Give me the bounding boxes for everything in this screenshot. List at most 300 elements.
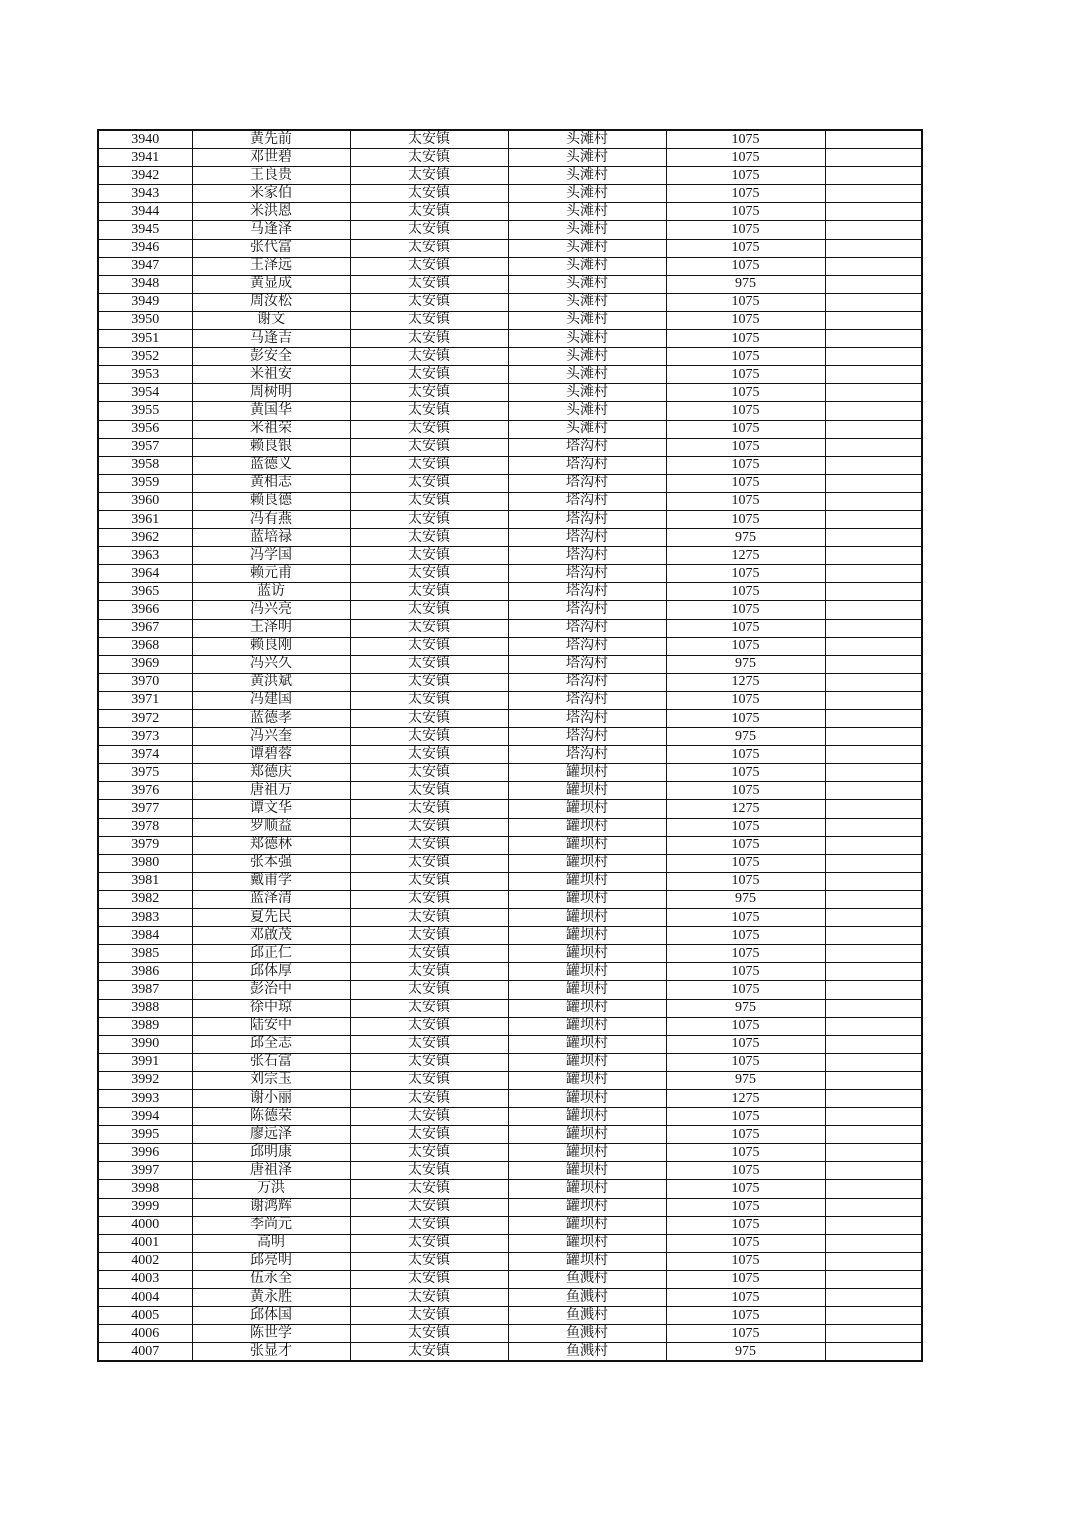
village-cell: 罐坝村: [508, 981, 666, 999]
town-cell: 太安镇: [350, 1343, 508, 1362]
amount-cell: 1075: [666, 945, 825, 963]
row-number-cell: 3991: [98, 1053, 192, 1071]
name-cell: 冯兴亮: [192, 601, 350, 619]
village-cell: 鱼溅村: [508, 1343, 666, 1362]
village-cell: 塔沟村: [508, 583, 666, 601]
note-cell: [825, 764, 922, 782]
table-row: [98, 728, 922, 746]
name-cell: 邓啟茂: [192, 927, 350, 945]
village-cell: 塔沟村: [508, 691, 666, 709]
amount-cell: 975: [666, 728, 825, 746]
village-cell: 鱼溅村: [508, 1325, 666, 1343]
town-cell: 太安镇: [350, 764, 508, 782]
amount-cell: 1075: [666, 583, 825, 601]
amount-cell: 975: [666, 529, 825, 547]
row-number-cell: 4000: [98, 1216, 192, 1234]
note-cell: [825, 1089, 922, 1107]
amount-cell: 1275: [666, 547, 825, 565]
table-row: [98, 348, 922, 366]
amount-cell: 1075: [666, 764, 825, 782]
town-cell: 太安镇: [350, 945, 508, 963]
table-row: [98, 239, 922, 257]
note-cell: [825, 185, 922, 203]
amount-cell: 1075: [666, 1234, 825, 1252]
village-cell: 罐坝村: [508, 890, 666, 908]
village-cell: 头滩村: [508, 185, 666, 203]
note-cell: [825, 963, 922, 981]
row-number-cell: 3987: [98, 981, 192, 999]
amount-cell: 1075: [666, 510, 825, 528]
table-row: [98, 1144, 922, 1162]
town-cell: 太安镇: [350, 330, 508, 348]
note-cell: [825, 710, 922, 728]
row-number-cell: 3942: [98, 167, 192, 185]
name-cell: 黄先前: [192, 130, 350, 149]
table-row: [98, 999, 922, 1017]
amount-cell: 1075: [666, 239, 825, 257]
note-cell: [825, 130, 922, 149]
note-cell: [825, 456, 922, 474]
village-cell: 头滩村: [508, 348, 666, 366]
row-number-cell: 3997: [98, 1162, 192, 1180]
table-row: [98, 221, 922, 239]
town-cell: 太安镇: [350, 619, 508, 637]
note-cell: [825, 330, 922, 348]
village-cell: 罐坝村: [508, 1089, 666, 1107]
note-cell: [825, 203, 922, 221]
village-cell: 罐坝村: [508, 1108, 666, 1126]
row-number-cell: 3978: [98, 818, 192, 836]
town-cell: 太安镇: [350, 492, 508, 510]
table-row: [98, 963, 922, 981]
row-number-cell: 4001: [98, 1234, 192, 1252]
name-cell: 黄显成: [192, 275, 350, 293]
name-cell: 冯兴奎: [192, 728, 350, 746]
row-number-cell: 3986: [98, 963, 192, 981]
village-cell: 塔沟村: [508, 673, 666, 691]
name-cell: 赖元甫: [192, 565, 350, 583]
row-number-cell: 3960: [98, 492, 192, 510]
name-cell: 刘宗玉: [192, 1071, 350, 1089]
note-cell: [825, 311, 922, 329]
row-number-cell: 3948: [98, 275, 192, 293]
table-row: [98, 1307, 922, 1325]
table-row: [98, 782, 922, 800]
town-cell: 太安镇: [350, 999, 508, 1017]
name-cell: 唐祖万: [192, 782, 350, 800]
amount-cell: 1075: [666, 1325, 825, 1343]
table-row: [98, 583, 922, 601]
name-cell: 赖良银: [192, 438, 350, 456]
row-number-cell: 3957: [98, 438, 192, 456]
note-cell: [825, 1252, 922, 1270]
row-number-cell: 3947: [98, 257, 192, 275]
note-cell: [825, 1126, 922, 1144]
village-cell: 头滩村: [508, 221, 666, 239]
name-cell: 冯有燕: [192, 510, 350, 528]
name-cell: 米家伯: [192, 185, 350, 203]
name-cell: 周树明: [192, 384, 350, 402]
name-cell: 黄国华: [192, 402, 350, 420]
row-number-cell: 3996: [98, 1144, 192, 1162]
amount-cell: 1275: [666, 800, 825, 818]
name-cell: 冯建国: [192, 691, 350, 709]
village-cell: 塔沟村: [508, 510, 666, 528]
town-cell: 太安镇: [350, 782, 508, 800]
table-row: [98, 1180, 922, 1198]
note-cell: [825, 474, 922, 492]
name-cell: 张本强: [192, 854, 350, 872]
table-row: [98, 601, 922, 619]
row-number-cell: 3950: [98, 311, 192, 329]
town-cell: 太安镇: [350, 1162, 508, 1180]
table-row: [98, 1198, 922, 1216]
note-cell: [825, 529, 922, 547]
amount-cell: 1075: [666, 384, 825, 402]
village-cell: 塔沟村: [508, 637, 666, 655]
amount-cell: 1075: [666, 1035, 825, 1053]
table-row: [98, 673, 922, 691]
table-row: [98, 1343, 922, 1362]
note-cell: [825, 782, 922, 800]
row-number-cell: 3953: [98, 366, 192, 384]
village-cell: 罐坝村: [508, 782, 666, 800]
village-cell: 头滩村: [508, 275, 666, 293]
village-cell: 罐坝村: [508, 1144, 666, 1162]
town-cell: 太安镇: [350, 854, 508, 872]
table-row: [98, 945, 922, 963]
town-cell: 太安镇: [350, 420, 508, 438]
amount-cell: 1075: [666, 981, 825, 999]
village-cell: 罐坝村: [508, 1053, 666, 1071]
town-cell: 太安镇: [350, 746, 508, 764]
note-cell: [825, 927, 922, 945]
village-cell: 罐坝村: [508, 818, 666, 836]
table-row: [98, 1270, 922, 1288]
amount-cell: 1075: [666, 1108, 825, 1126]
row-number-cell: 3985: [98, 945, 192, 963]
note-cell: [825, 402, 922, 420]
row-number-cell: 3955: [98, 402, 192, 420]
table-row: [98, 872, 922, 890]
table-row: [98, 890, 922, 908]
amount-cell: 1075: [666, 130, 825, 149]
amount-cell: 1075: [666, 311, 825, 329]
note-cell: [825, 583, 922, 601]
village-cell: 罐坝村: [508, 1216, 666, 1234]
town-cell: 太安镇: [350, 1144, 508, 1162]
note-cell: [825, 1216, 922, 1234]
name-cell: 彭治中: [192, 981, 350, 999]
table-row: [98, 1053, 922, 1071]
village-cell: 罐坝村: [508, 927, 666, 945]
village-cell: 头滩村: [508, 130, 666, 149]
note-cell: [825, 1180, 922, 1198]
town-cell: 太安镇: [350, 1126, 508, 1144]
note-cell: [825, 1162, 922, 1180]
note-cell: [825, 800, 922, 818]
name-cell: 廖远泽: [192, 1126, 350, 1144]
amount-cell: 1075: [666, 185, 825, 203]
name-cell: 王泽明: [192, 619, 350, 637]
note-cell: [825, 510, 922, 528]
amount-cell: 975: [666, 999, 825, 1017]
row-number-cell: 3946: [98, 239, 192, 257]
amount-cell: 975: [666, 655, 825, 673]
note-cell: [825, 420, 922, 438]
note-cell: [825, 257, 922, 275]
row-number-cell: 3998: [98, 1180, 192, 1198]
amount-cell: 1075: [666, 836, 825, 854]
amount-cell: 1075: [666, 203, 825, 221]
name-cell: 邱全志: [192, 1035, 350, 1053]
village-cell: 塔沟村: [508, 728, 666, 746]
amount-cell: 1075: [666, 420, 825, 438]
village-cell: 鱼溅村: [508, 1270, 666, 1288]
name-cell: 张代富: [192, 239, 350, 257]
table-row: [98, 330, 922, 348]
row-number-cell: 3972: [98, 710, 192, 728]
amount-cell: 1075: [666, 637, 825, 655]
note-cell: [825, 1108, 922, 1126]
table-row: [98, 167, 922, 185]
row-number-cell: 3980: [98, 854, 192, 872]
name-cell: 蓝德义: [192, 456, 350, 474]
row-number-cell: 3989: [98, 1017, 192, 1035]
name-cell: 邱正仁: [192, 945, 350, 963]
town-cell: 太安镇: [350, 691, 508, 709]
row-number-cell: 3993: [98, 1089, 192, 1107]
amount-cell: 1075: [666, 909, 825, 927]
village-cell: 头滩村: [508, 203, 666, 221]
village-cell: 罐坝村: [508, 945, 666, 963]
name-cell: 谢鸿辉: [192, 1198, 350, 1216]
amount-cell: 1075: [666, 1289, 825, 1307]
town-cell: 太安镇: [350, 1325, 508, 1343]
row-number-cell: 3956: [98, 420, 192, 438]
row-number-cell: 3995: [98, 1126, 192, 1144]
town-cell: 太安镇: [350, 1035, 508, 1053]
note-cell: [825, 909, 922, 927]
table-row: [98, 366, 922, 384]
row-number-cell: 3984: [98, 927, 192, 945]
table-row: [98, 185, 922, 203]
table-row: [98, 691, 922, 709]
row-number-cell: 3940: [98, 130, 192, 149]
name-cell: 夏先民: [192, 909, 350, 927]
town-cell: 太安镇: [350, 872, 508, 890]
village-cell: 罐坝村: [508, 1126, 666, 1144]
table-row: [98, 1108, 922, 1126]
note-cell: [825, 1234, 922, 1252]
village-cell: 头滩村: [508, 293, 666, 311]
name-cell: 蓝泽清: [192, 890, 350, 908]
note-cell: [825, 1071, 922, 1089]
name-cell: 郑德林: [192, 836, 350, 854]
village-cell: 头滩村: [508, 239, 666, 257]
note-cell: [825, 945, 922, 963]
village-cell: 罐坝村: [508, 764, 666, 782]
name-cell: 邱体厚: [192, 963, 350, 981]
amount-cell: 1075: [666, 149, 825, 167]
row-number-cell: 3951: [98, 330, 192, 348]
town-cell: 太安镇: [350, 1252, 508, 1270]
town-cell: 太安镇: [350, 167, 508, 185]
town-cell: 太安镇: [350, 293, 508, 311]
row-number-cell: 3992: [98, 1071, 192, 1089]
table-row: [98, 981, 922, 999]
note-cell: [825, 1053, 922, 1071]
row-number-cell: 3968: [98, 637, 192, 655]
note-cell: [825, 981, 922, 999]
note-cell: [825, 547, 922, 565]
table-row: [98, 1017, 922, 1035]
note-cell: [825, 366, 922, 384]
row-number-cell: 3973: [98, 728, 192, 746]
town-cell: 太安镇: [350, 547, 508, 565]
village-cell: 头滩村: [508, 257, 666, 275]
note-cell: [825, 673, 922, 691]
note-cell: [825, 655, 922, 673]
town-cell: 太安镇: [350, 1071, 508, 1089]
table-row: [98, 402, 922, 420]
row-number-cell: 3949: [98, 293, 192, 311]
note-cell: [825, 999, 922, 1017]
town-cell: 太安镇: [350, 529, 508, 547]
amount-cell: 1075: [666, 782, 825, 800]
amount-cell: 1075: [666, 167, 825, 185]
amount-cell: 1075: [666, 818, 825, 836]
name-cell: 张显才: [192, 1343, 350, 1362]
table-row: [98, 927, 922, 945]
village-cell: 罐坝村: [508, 999, 666, 1017]
name-cell: 王良贵: [192, 167, 350, 185]
table-row: [98, 710, 922, 728]
town-cell: 太安镇: [350, 456, 508, 474]
row-number-cell: 3944: [98, 203, 192, 221]
name-cell: 赖良刚: [192, 637, 350, 655]
data-table: [97, 129, 923, 1362]
amount-cell: 1075: [666, 1162, 825, 1180]
note-cell: [825, 691, 922, 709]
name-cell: 米洪恩: [192, 203, 350, 221]
note-cell: [825, 221, 922, 239]
row-number-cell: 3981: [98, 872, 192, 890]
name-cell: 米祖安: [192, 366, 350, 384]
note-cell: [825, 836, 922, 854]
amount-cell: 1075: [666, 330, 825, 348]
amount-cell: 1075: [666, 1216, 825, 1234]
village-cell: 罐坝村: [508, 963, 666, 981]
name-cell: 郑德庆: [192, 764, 350, 782]
village-cell: 塔沟村: [508, 710, 666, 728]
table-row: [98, 854, 922, 872]
amount-cell: 1075: [666, 1053, 825, 1071]
village-cell: 罐坝村: [508, 800, 666, 818]
name-cell: 邱明康: [192, 1144, 350, 1162]
town-cell: 太安镇: [350, 673, 508, 691]
row-number-cell: 3990: [98, 1035, 192, 1053]
name-cell: 彭安全: [192, 348, 350, 366]
row-number-cell: 3967: [98, 619, 192, 637]
name-cell: 陈世学: [192, 1325, 350, 1343]
table-row: [98, 438, 922, 456]
name-cell: 米祖荣: [192, 420, 350, 438]
amount-cell: 975: [666, 1343, 825, 1362]
name-cell: 周汝松: [192, 293, 350, 311]
note-cell: [825, 1270, 922, 1288]
row-number-cell: 3982: [98, 890, 192, 908]
table-row: [98, 764, 922, 782]
name-cell: 马逢吉: [192, 330, 350, 348]
table-row: [98, 275, 922, 293]
note-cell: [825, 1343, 922, 1362]
village-cell: 塔沟村: [508, 746, 666, 764]
table-row: [98, 637, 922, 655]
row-number-cell: 3943: [98, 185, 192, 203]
note-cell: [825, 239, 922, 257]
name-cell: 高明: [192, 1234, 350, 1252]
village-cell: 鱼溅村: [508, 1307, 666, 1325]
village-cell: 塔沟村: [508, 438, 666, 456]
amount-cell: 1075: [666, 221, 825, 239]
note-cell: [825, 818, 922, 836]
note-cell: [825, 728, 922, 746]
town-cell: 太安镇: [350, 963, 508, 981]
town-cell: 太安镇: [350, 655, 508, 673]
table-row: [98, 149, 922, 167]
town-cell: 太安镇: [350, 130, 508, 149]
town-cell: 太安镇: [350, 927, 508, 945]
amount-cell: 1075: [666, 619, 825, 637]
name-cell: 赖良德: [192, 492, 350, 510]
row-number-cell: 3962: [98, 529, 192, 547]
amount-cell: 1075: [666, 456, 825, 474]
note-cell: [825, 565, 922, 583]
table-row: [98, 1289, 922, 1307]
name-cell: 罗顺益: [192, 818, 350, 836]
row-number-cell: 3959: [98, 474, 192, 492]
town-cell: 太安镇: [350, 1108, 508, 1126]
note-cell: [825, 1144, 922, 1162]
town-cell: 太安镇: [350, 909, 508, 927]
town-cell: 太安镇: [350, 438, 508, 456]
table-row: [98, 1035, 922, 1053]
town-cell: 太安镇: [350, 583, 508, 601]
amount-cell: 1075: [666, 691, 825, 709]
village-cell: 罐坝村: [508, 1071, 666, 1089]
amount-cell: 1075: [666, 1307, 825, 1325]
village-cell: 罐坝村: [508, 909, 666, 927]
village-cell: 塔沟村: [508, 547, 666, 565]
village-cell: 塔沟村: [508, 474, 666, 492]
note-cell: [825, 746, 922, 764]
table-body: [98, 130, 922, 1361]
town-cell: 太安镇: [350, 474, 508, 492]
table-row: [98, 384, 922, 402]
row-number-cell: 3965: [98, 583, 192, 601]
name-cell: 马逢泽: [192, 221, 350, 239]
town-cell: 太安镇: [350, 981, 508, 999]
amount-cell: 1075: [666, 1270, 825, 1288]
village-cell: 头滩村: [508, 384, 666, 402]
name-cell: 冯兴久: [192, 655, 350, 673]
table-row: [98, 1162, 922, 1180]
town-cell: 太安镇: [350, 275, 508, 293]
row-number-cell: 3954: [98, 384, 192, 402]
row-number-cell: 3966: [98, 601, 192, 619]
table-row: [98, 818, 922, 836]
